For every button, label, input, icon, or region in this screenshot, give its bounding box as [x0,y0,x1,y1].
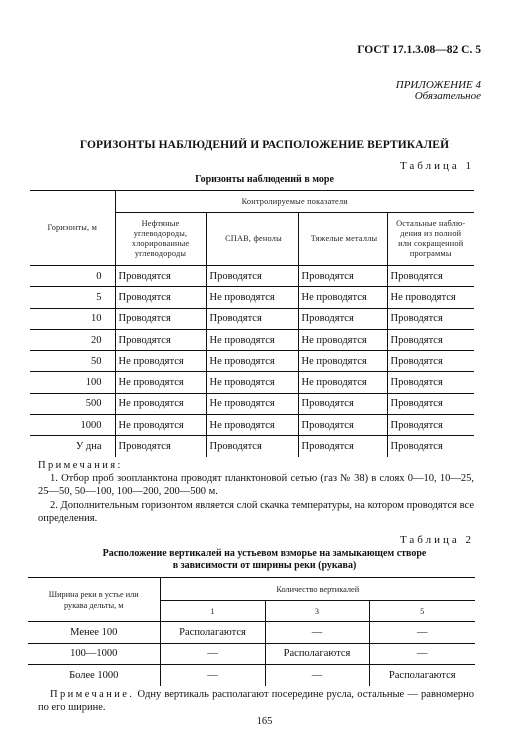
appendix-block [396,80,481,102]
table-cell: Не проводятся [115,351,206,372]
table-row [30,329,474,350]
table2-label: Таблица 2 [399,534,474,546]
table2 [28,577,475,686]
table2-col-header: 3 [265,601,369,622]
table-cell: 1000 [30,415,115,436]
table-row [30,393,474,414]
table-cell: Проводятся [298,415,387,436]
notes-heading: Примечания: [38,460,123,471]
table-cell: Не проводятся [298,372,387,393]
table-cell: Не проводятся [115,415,206,436]
table-cell: — [369,622,475,644]
note-single-text: Одну вертикаль располагают посередине русла, остальные — равномерно по его ширине. [38,689,474,714]
table1 [30,190,474,457]
table-row [28,622,475,644]
table1-group-header: Контролируемые показатели [115,191,474,213]
table1-col-header: СПАВ, фенолы [206,213,298,266]
table-row [30,266,474,287]
table-cell: Проводятся [206,266,298,287]
table-cell: — [369,643,475,665]
table2-col0-header: Ширина реки в устье или рукава дельты, м [28,578,160,622]
table-cell: — [160,665,265,686]
table-cell: Не проводятся [206,351,298,372]
table-cell: Проводятся [298,308,387,329]
table-cell: 10 [30,308,115,329]
table-cell: Проводятся [387,436,474,457]
table-cell: Проводятся [115,266,206,287]
table-cell: Проводятся [387,351,474,372]
note-2: 2. Дополнительным горизонтом является слой скачка температуры, на котором проводятся все определения. [38,500,474,525]
table1-col-header: Тяжелые металлы [298,213,387,266]
table-cell: Проводятся [298,436,387,457]
table2-caption-line1: Расположение вертикалей на устьевом взморье на замыкающем створе [102,548,427,559]
table-row [30,372,474,393]
table-cell: Проводятся [206,308,298,329]
table-cell: Проводятся [115,287,206,308]
main-title: ГОРИЗОНТЫ НАБЛЮДЕНИЙ И РАСПОЛОЖЕНИЕ ВЕРТИКАЛЕЙ [79,139,450,151]
appendix-status: Обязательное [414,90,481,102]
table-row [28,643,475,665]
table2-col-header: 5 [369,601,475,622]
table-cell: Проводятся [115,436,206,457]
table-cell: Располагаются [265,643,369,665]
table-cell: 500 [30,393,115,414]
table-cell: 0 [30,266,115,287]
table-row [30,351,474,372]
table-cell: Не проводятся [298,351,387,372]
table-cell: Не проводятся [206,372,298,393]
appendix-label: ПРИЛОЖЕНИЕ 4 [395,79,481,91]
table-cell: Проводятся [206,436,298,457]
table-row [28,665,475,686]
table-cell: Проводятся [115,329,206,350]
table-cell: Не проводятся [115,372,206,393]
table-cell: Не проводятся [206,287,298,308]
table-cell: Проводятся [298,266,387,287]
table-cell: Проводятся [387,393,474,414]
table-cell: Проводятся [387,329,474,350]
table-cell: — [265,665,369,686]
table-cell: Проводятся [387,308,474,329]
table-cell: — [160,643,265,665]
table-cell: Проводятся [387,415,474,436]
table-cell: Не проводятся [298,287,387,308]
table1-label: Таблица 1 [399,160,474,172]
table-cell: Проводятся [387,266,474,287]
table-cell: Не проводятся [206,393,298,414]
page-header: ГОСТ 17.1.3.08—82 С. 5 [357,44,481,56]
table2-caption-line2: в зависимости от ширины реки (рукава) [172,560,357,571]
table2-col-header: 1 [160,601,265,622]
table-row [30,287,474,308]
table1-caption: Горизонты наблюдений в море [195,174,334,185]
table-cell: 100—1000 [28,643,160,665]
table-cell: У дна [30,436,115,457]
table1-col-header: Нефтяные углеводороды, хлорированные углеводороды [115,213,206,266]
table-cell: Проводятся [298,393,387,414]
note-single-heading: Примечание. [50,689,135,700]
table-cell: Проводятся [115,308,206,329]
table-row [30,415,474,436]
table-cell: — [265,622,369,644]
note-single [38,688,474,715]
table-cell: 5 [30,287,115,308]
table-cell: Не проводятся [387,287,474,308]
table-cell: Не проводятся [115,393,206,414]
table1-col0-header: Горизонты, м [30,191,115,266]
table-row [30,436,474,457]
table-cell: Не проводятся [298,329,387,350]
table2-group-header: Количество вертикалей [160,578,475,601]
table1-col-header: Остальные наблю-дения из полной или сокращенной программы [387,213,474,266]
table-cell: Не проводятся [206,415,298,436]
table-cell: 100 [30,372,115,393]
table-cell: Проводятся [387,372,474,393]
table-cell: 20 [30,329,115,350]
table2-caption [0,548,529,572]
table-cell: Располагаются [160,622,265,644]
table-row [30,308,474,329]
table-cell: Менее 100 [28,622,160,644]
table-cell: Не проводятся [206,329,298,350]
table-cell: Более 1000 [28,665,160,686]
page-number: 165 [256,716,273,727]
table-cell: Располагаются [369,665,475,686]
table-cell: 50 [30,351,115,372]
note-1: 1. Отбор проб зоопланктона проводят планктоновой сетью (газ № 38) в слоях 0—10, 10—25, 25—50, 50—100, 100—200, 200—500 м. [38,473,474,498]
